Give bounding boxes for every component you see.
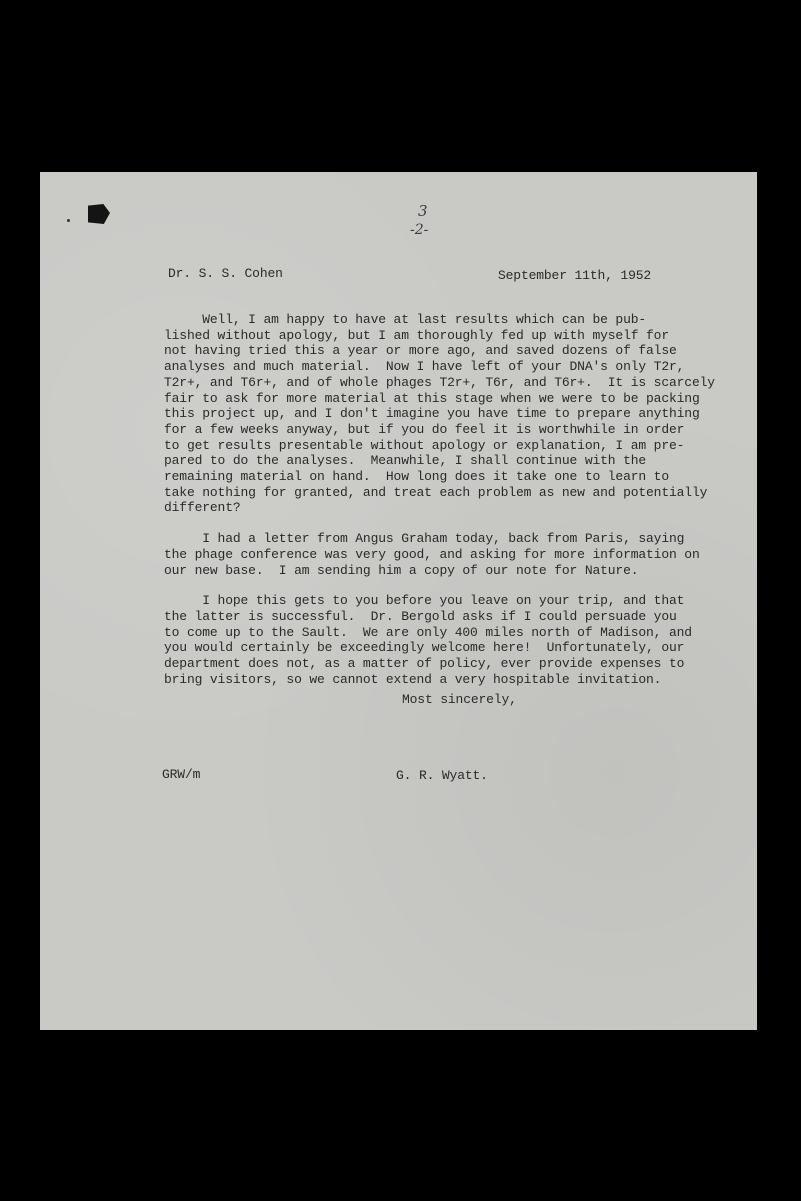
closing: Most sincerely, [402,692,517,707]
letter-body [164,312,724,687]
letter-page [40,172,757,1030]
handwritten-page-number: 3 [418,202,428,220]
addressee: Dr. S. S. Cohen [168,266,283,281]
paper-clip-mark [88,204,110,224]
letter-date: September 11th, 1952 [498,268,652,283]
typed-page-number: -2- [410,222,429,238]
typist-initials: GRW/m [162,767,201,782]
body-paragraph: I hope this gets to you before you leave on your trip, and that the latter is successful. Dr. Bergold asks if I could persuade you to come up to the Sault. We are only 400 miles north of Madison, and you would certainly be exceedingly welcome here! Unfortunately, our department does not, as a matter of policy, ever provide expenses to bring visitors, so we cannot extend a very hospitable invitation. [164,593,692,687]
body-paragraph: Well, I am happy to have at last results which can be pub- lished without apology, but I am thoroughly fed up with myself for not having tried this a year or more ago, and saved dozens of false analyses and much material. Now I have left of your DNA's only T2r, T2r+, and T6r+, and of whole phages T2r+, T6r, and T6r+. It is scarcely fair to ask for more material at this stage when we were to be packing this project up, and I don't imagine you have time to prepare anything for a few weeks anyway, but if you do feel it is worthwhile in order to get results presentable without apology or explanation, I am pre- pared to do the analyses. Meanwhile, I shall continue with the remaining material on hand. How long does it take one to learn to take nothing for granted, and treat each problem as new and potentially different? [164,312,715,516]
signature: G. R. Wyatt. [396,768,488,783]
paper-clip-dot [67,219,70,222]
body-paragraph: I had a letter from Angus Graham today, back from Paris, saying the phage conference was very good, and asking for more information on our new base. I am sending him a copy of our note for Nature. [164,531,700,578]
